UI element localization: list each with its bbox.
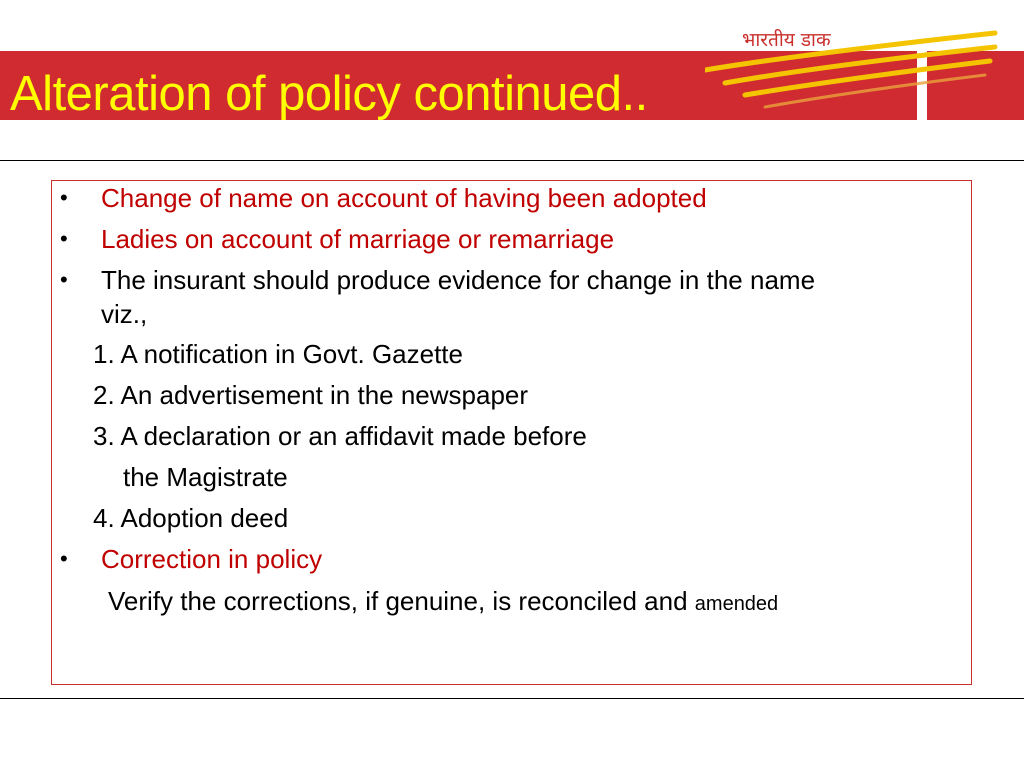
verify-text <box>108 585 778 620</box>
sub-item-adoption-deed: 4. Adoption deed <box>93 503 289 533</box>
bullet-marker: • <box>60 185 68 210</box>
page-title: Alteration of policy continued.. <box>10 67 648 121</box>
bullet-marker: • <box>60 267 68 292</box>
bottom-divider <box>0 698 1024 699</box>
top-divider <box>0 160 1024 161</box>
bullet-marker: • <box>60 546 68 571</box>
list-item-marriage: Ladies on account of marriage or remarriage <box>101 224 615 254</box>
verify-text-main: Verify the corrections, if genuine, is reconciled and <box>108 586 688 616</box>
verify-text-small: amended <box>694 593 779 615</box>
list-item-evidence: The insurant should produce evidence for change in the name <box>101 265 816 295</box>
logo-text: भारतीय डाक <box>742 29 831 51</box>
sub-item-affidavit-cont: the Magistrate <box>123 462 288 492</box>
list-item-evidence-cont: viz., <box>101 299 148 329</box>
list-item-adopted: Change of name on account of having been adopted <box>101 183 707 213</box>
bullet-marker: • <box>60 226 68 251</box>
sub-item-gazette: 1. A notification in Govt. Gazette <box>93 339 463 369</box>
sub-item-affidavit: 3. A declaration or an affidavit made before <box>93 421 587 451</box>
list-item-correction: Correction in policy <box>101 544 323 574</box>
sub-item-newspaper: 2. An advertisement in the newspaper <box>93 380 529 410</box>
